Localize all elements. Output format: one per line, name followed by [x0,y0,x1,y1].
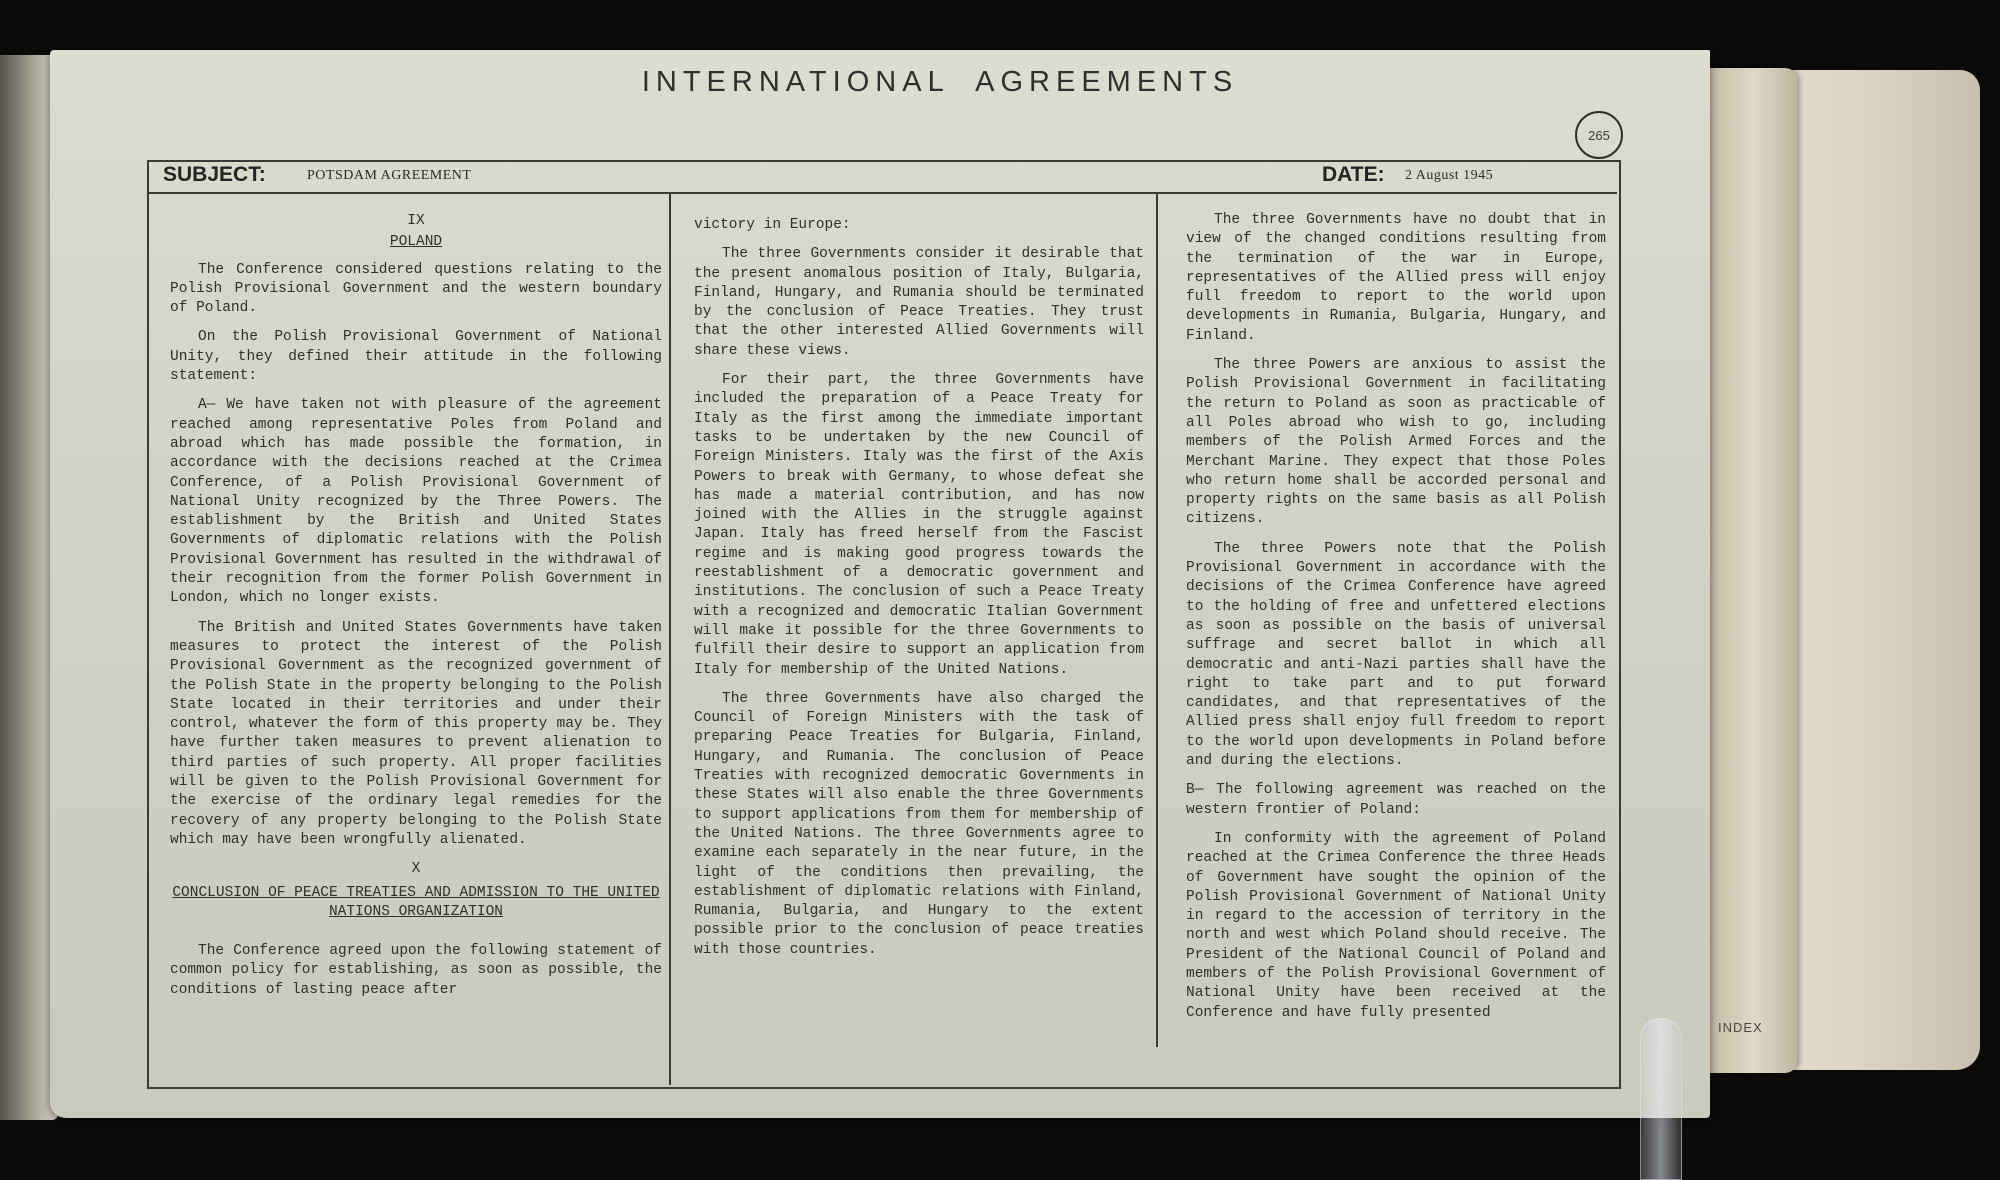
paragraph: The British and United States Governments have taken measures to protect the interest of the Polish Provisional Government as the recognized government of the Polish State in the property belonging to the Polish State located in their territories and under their control, whatever the form of this property may be. They have further taken measures to prevent alienation to third parties of such property. All proper facilities will be given to the Polish Provisional Government for the exercise of the ordinary legal remedies for the recovery of any property belonging to the Polish State which may have been wrongfully alienated. [170,619,662,848]
section-number: X [411,861,421,878]
paragraph: victory in Europe: [694,217,851,233]
paragraph: The Conference agreed upon the following statement of common policy for establishing, as soon as possible, the conditions of lasting peace after [170,943,662,998]
column-2 [694,216,1144,970]
page-number: 265 [1575,111,1623,159]
page-title: INTERNATIONAL AGREEMENTS [641,66,1239,98]
paragraph: A— We have taken not with pleasure of the agreement reached among representative Poles from Poland and abroad which has made possible the formation, in accordance with the decisions reached at the Crimea Conference, of a Polish Provisional Government of National Unity recognized by the Three Powers. The establishment by the British and United States Governments of diplomatic relations with the Polish Provisional Government has resulted in the withdrawal of their recognition from the former Polish Government in London, which no longer exists. [170,397,662,607]
section-number: IX [407,213,425,229]
paragraph: For their part, the three Governments have included the preparation of a Peace Treaty for Italy as the first among the immediate important tasks to be undertaken by the new Council of Foreign Ministers. Italy was the first of the Axis Powers to break with Germany, to whose defeat she has made a material contribution, and has now joined with the Allies in the struggle against Japan. Italy has freed herself from the Fascist regime and is making good progress towards the reestablishment of a democratic government and institutions. The conclusion of such a Peace Treaty with a recognized and democratic Italian Government will make it possible for the three Governments to fulfill their desire to support an application from Italy for membership of the United Nations. [694,372,1144,678]
section-title: CONCLUSION OF PEACE TREATIES AND ADMISSION TO THE UNITED NATIONS ORGANIZATION [172,884,660,920]
column-3 [1186,211,1606,1033]
paragraph: The three Governments have also charged the Council of Foreign Ministers with the task of preparing Peace Treaties for Bulgaria, Finland, Hungary, and Rumania. The conclusion of Peace Treaties with recognized democratic Governments in these States will also enable the three Governments to support applications from them for membership of the United Nations. The three Governments agree to examine each separately in the near future, in the light of the conditions then prevailing, the establishment of diplomatic relations with Finland, Rumania, Bulgaria, and Hungary to the extent possible prior to the conclusion of peace treaties with those countries. [694,690,1144,958]
paragraph: The three Powers note that the Polish Provisional Government in accordance with the decisions of the Crimea Conference have agreed to the holding of free and unfettered elections as soon as possible on the basis of universal suffrage and secret ballot in which all democratic and anti-Nazi parties shall have the right to take part and to put forward candidates, and that representatives of the Allied press shall enjoy full freedom to report to the world upon developments in Poland before and during the elections. [1186,540,1606,770]
paragraph: The three Governments consider it desirable that the present anomalous position of Italy, Bulgaria, Finland, Hungary, and Rumania should be terminated by the conclusion of Peace Treaties. They trust that the other interested Allied Governments will share these views. [694,246,1144,359]
date-label: DATE: [1322,163,1385,186]
paragraph: In conformity with the agreement of Poland reached at the Crimea Conference the three Heads of Government have sought the opinion of the Polish Provisional Government of National Unity in regard to the accession of territory in the north and west which Poland should receive. The President of the National Council of Poland and members of the Polish Provisional Government of National Unity have been received at the Conference and have fully presented [1186,830,1606,1021]
paragraph: B— The following agreement was reached on the western frontier of Poland: [1186,782,1606,818]
paragraph: The three Governments have no doubt that in view of the changed conditions resulting from the termination of the war in Europe, representatives of the Allied press will enjoy full freedom to report to the world upon developments in Rumania, Bulgaria, Hungary, and Finland. [1186,212,1606,344]
section-title: POLAND [389,234,443,251]
paragraph: On the Polish Provisional Government of National Unity, they defined their attitude in the following statement: [170,329,662,385]
index-tab-label[interactable]: INDEX [1718,1020,1763,1035]
subject-row [147,160,1617,194]
date-value: 2 August 1945 [1405,168,1494,183]
paragraph: The Conference considered questions relating to the Polish Provisional Government and the western boundary of Poland. [170,261,662,317]
column-1 [170,212,662,1010]
subject-value: POTSDAM AGREEMENT [307,168,472,183]
column-divider-2 [1156,192,1158,1047]
subject-label: SUBJECT: [163,163,266,186]
paragraph: The three Powers are anxious to assist the Polish Provisional Government in facilitating the return to Poland as soon as practicable of all Poles abroad who wish to go, including members of the Polish Armed Forces and the Merchant Marine. They expect that those Poles who return home shall be accorded personal and property rights on the same basis as all Polish citizens. [1186,357,1606,528]
acrylic-stand [1640,1018,1682,1180]
column-divider-1 [669,192,671,1085]
